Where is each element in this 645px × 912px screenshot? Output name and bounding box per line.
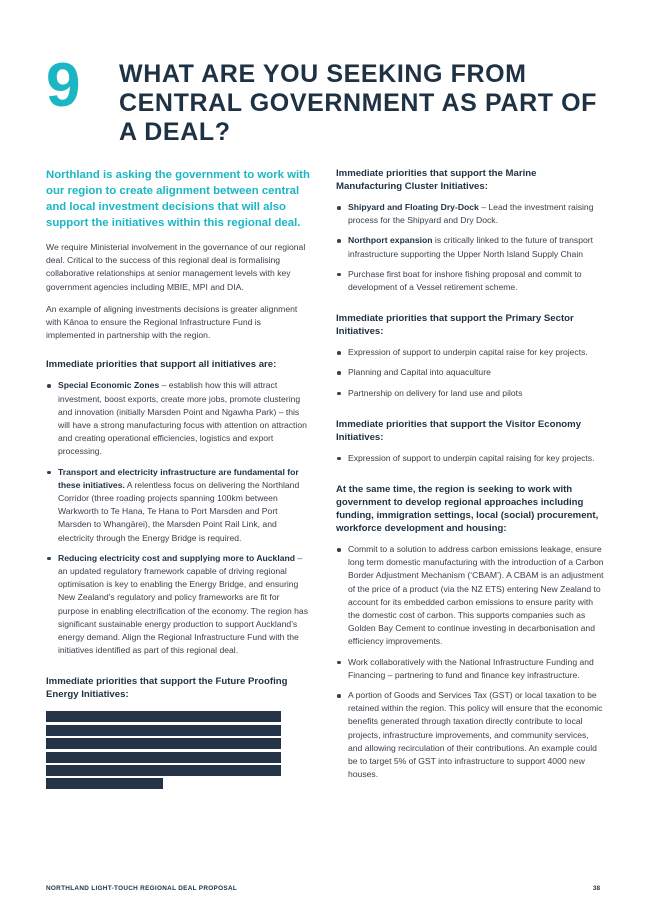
list-item: [336, 346, 604, 359]
marine-list: [336, 201, 604, 294]
primary-list: [336, 346, 604, 400]
section-heading-regional: At the same time, the region is seeking to work with government to develop regional approaches including funding, immigration settings, local (social) procurement, workforce development and housing:: [336, 484, 599, 535]
list-item: [336, 689, 604, 781]
redaction-bar: [46, 752, 281, 763]
section-heading-visitor: Immediate priorities that support the Visitor Economy Initiatives:: [336, 418, 582, 443]
list-item: [336, 452, 604, 465]
body-paragraph: An example of aligning investments decisions is greater alignment with Kānoa to ensure the Regional Infrastructure Fund is implemented in partnership with the region.: [46, 303, 298, 341]
section-heading-all-initiatives: Immediate priorities that support all initiatives are:: [46, 359, 277, 371]
footer-document-title: NORTHLAND LIGHT-TOUCH REGIONAL DEAL PROPOSAL: [46, 885, 238, 892]
list-item: [336, 543, 604, 649]
list-item: [336, 387, 604, 400]
item-bold-lead: Shipyard and Floating Dry-Dock: [348, 202, 479, 212]
section-heading-marine: Immediate priorities that support the Marine Manufacturing Cluster Initiatives:: [336, 168, 537, 192]
list-item: [46, 552, 310, 658]
redaction-bar: [46, 725, 281, 736]
body-paragraph: We require Ministerial involvement in the governance of our regional deal. Critical to the success of this regional deal is formalising collaborative relationships at senior management levels with key government agencies including MBIE, MPI and DIA.: [46, 242, 306, 292]
item-bold-lead: Northport expansion: [348, 235, 433, 246]
item-bold-lead: Special Economic Zones: [58, 380, 160, 391]
list-item: [336, 366, 604, 379]
item-text: – an updated regulatory framework capable of driving regional optimisation is key to enabling the Energy Bridge, and ensuring New Zealand’s regulatory and policy frameworks are fit for purpose in enabling electrification of the economy. The region has significant sustainable energy production to support Auckland’s energy demand. Align the Regional Infrastructure Fund with the initiatives identified as part of this regional deal.: [58, 552, 309, 656]
chapter-number: 9: [46, 51, 79, 120]
redaction-bar: [46, 738, 281, 749]
redaction-bar: [46, 778, 163, 789]
item-bold-lead: Reducing electricity cost and supplying more to Auckland: [58, 552, 296, 563]
item-text: A portion of Goods and Services Tax (GST) or local taxation to be retained within the region. This policy will ensure that the economic benefits generated through taxation directly contribute to local projects, infrastructure improvements, and community services, and allowing recirculation of their contributions. An example could be to target 5% of GST into infrastructure to support 4000 new houses.: [348, 690, 603, 780]
page-title: WHAT ARE YOU SEEKING FROM CENTRAL GOVERNMENT AS PART OF A DEAL?: [119, 60, 598, 146]
intro-statement: Northland is asking the government to work with our region to create alignment between central and local investment decisions that will also support the initiatives within this regional deal.: [46, 169, 310, 229]
item-text: Commit to a solution to address carbon emissions leakage, ensure long term domestic manufacturing with the introduction of a Carbon Border Adjustment Mechanism (‘CBAM’). A CBAM is an adjustment of the price of a product (via the NZ ETS) entering New Zealand to account for its embedded carbon emissions to ensure parity with the domestic cost of carbon. This supports companies such as Golden Bay Cement to continue investing in decarbonisation and efficiency improvements.: [348, 544, 604, 647]
item-text: – establish how this will attract investment, boost exports, create more jobs, promote clustering and innovation (initially Marsden Point and Ngawha Park) – this will have a strong manufacturing focus with attention on attraction and creating operational efficiencies, logistics and export processing.: [58, 380, 307, 457]
regional-list: [336, 543, 604, 781]
item-text: Purchase first boat for inshore fishing proposal and commit to development of a Vessel retirement scheme.: [348, 268, 582, 293]
right-column: [336, 167, 604, 795]
item-text: Partnership on delivery for land use and pilots: [348, 387, 523, 398]
list-item: [46, 466, 310, 545]
item-text: – Lead the investment raising process for the Shipyard and Dry Dock.: [348, 202, 594, 226]
redaction-bar: [46, 765, 281, 776]
list-item: [336, 234, 604, 260]
list-item: [336, 656, 604, 682]
redacted-block: [46, 711, 310, 789]
section-heading-primary: Immediate priorities that support the Primary Sector Initiatives:: [336, 313, 574, 338]
item-text: Expression of support to underpin capital raising for key projects.: [348, 452, 595, 463]
item-text: Planning and Capital into aquaculture: [348, 367, 491, 378]
left-column: [46, 167, 310, 792]
item-text: is critically linked to the future of transport infrastructure supporting the Upper North Island Supply Chain: [348, 235, 594, 259]
section-header: [46, 51, 606, 154]
section-heading-future-proofing: Immediate priorities that support the Future Proofing Energy Initiatives:: [46, 676, 288, 701]
list-item: [46, 379, 310, 458]
item-text: A relentless focus on delivering the Northland Corridor (three roading projects spanning 100km between Warkworth to Te Hana, Te Hana to Port Marsden and Port Marsden to Whangārei), the Marsden Point Rail Link, and electricity through the Energy Bridge is required.: [58, 479, 300, 543]
page-number: 38: [592, 885, 600, 892]
visitor-list: [336, 452, 604, 465]
list-item: [336, 268, 604, 294]
item-bold-lead: Transport and electricity infrastructure are fundamental for these initiatives.: [58, 466, 299, 490]
redaction-bar: [46, 711, 281, 722]
item-text: Work collaboratively with the National Infrastructure Funding and Financing – partnering to fund and finance key infrastructure.: [348, 656, 594, 680]
all-initiatives-list: [46, 379, 310, 657]
item-text: Expression of support to underpin capital raise for key projects.: [348, 347, 588, 358]
list-item: [336, 201, 604, 227]
